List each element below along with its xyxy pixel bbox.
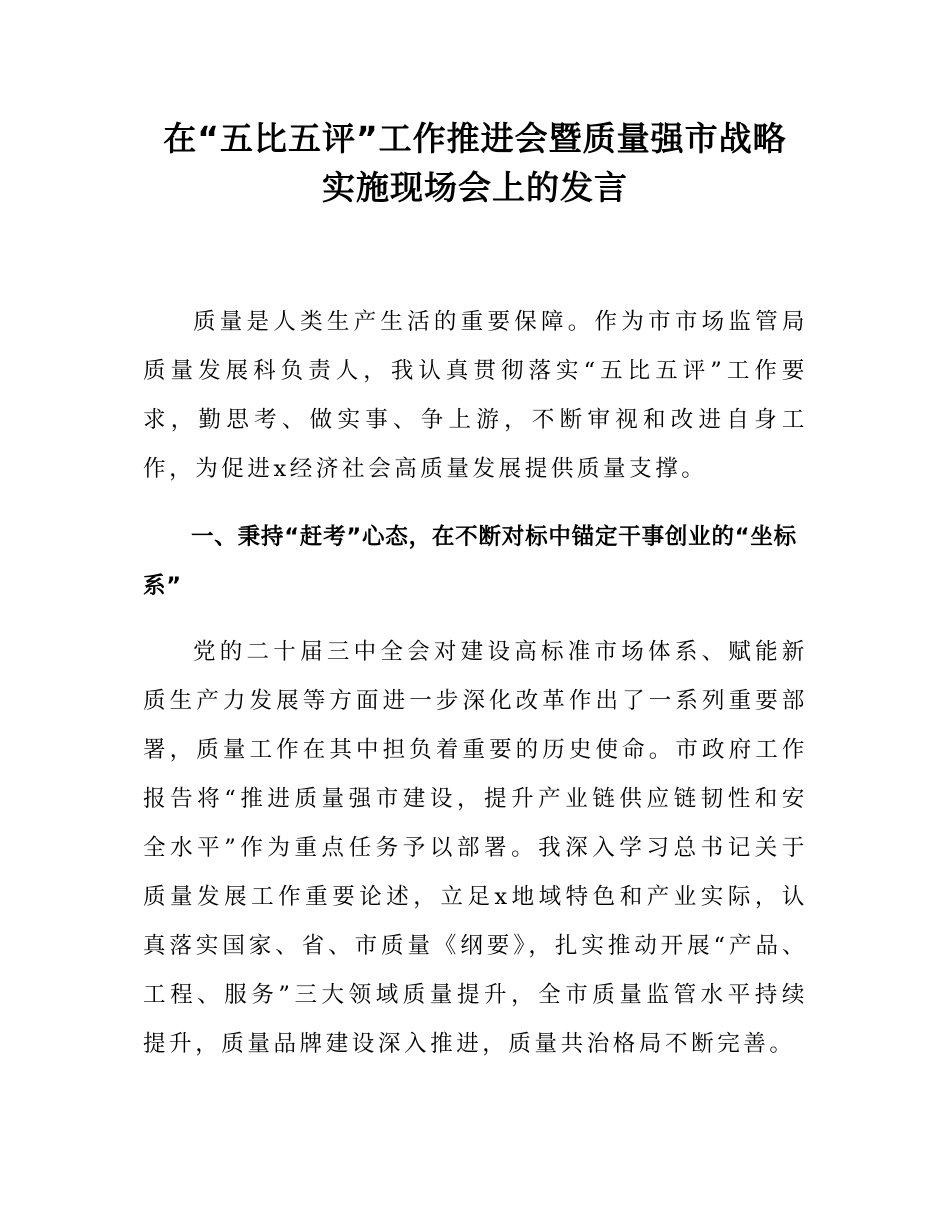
document-title-line-1: 在“五比五评”工作推进会暨质量强市战略: [163, 119, 787, 158]
section-heading-1: 一、秉持“赶考”心态，在不断对标中锚定干事创业的“坐标系”: [143, 524, 797, 599]
paragraph-intro: 质量是人类生产生活的重要保障。作为市市场监管局质量发展科负责人，我认真贯彻落实“五比五评”工作要求，勤思考、做实事、争上游，不断审视和改进自身工作，为促进x经济社会高质量发展提供质量支撑。: [143, 309, 808, 482]
document-title-line-2: 实施现场会上的发言: [322, 168, 628, 207]
paragraph-section-1: 党的二十届三中全会对建设高标准市场体系、赋能新质生产力发展等方面进一步深化改革作出了一系列重要部署，质量工作在其中担负着重要的历史使命。市政府工作报告将“推进质量强市建设，提升产业链供应链韧性和安全水平”作为重点任务予以部署。我深入学习总书记关于质量发展工作重要论述，立足x地域特色和产业实际，认真落实国家、省、市质量《纲要》，扎实推动开展“产品、工程、服务”三大领域质量提升，全市质量监管水平持续提升，质量品牌建设深入推进，质量共治格局不断完善。: [143, 639, 808, 1057]
